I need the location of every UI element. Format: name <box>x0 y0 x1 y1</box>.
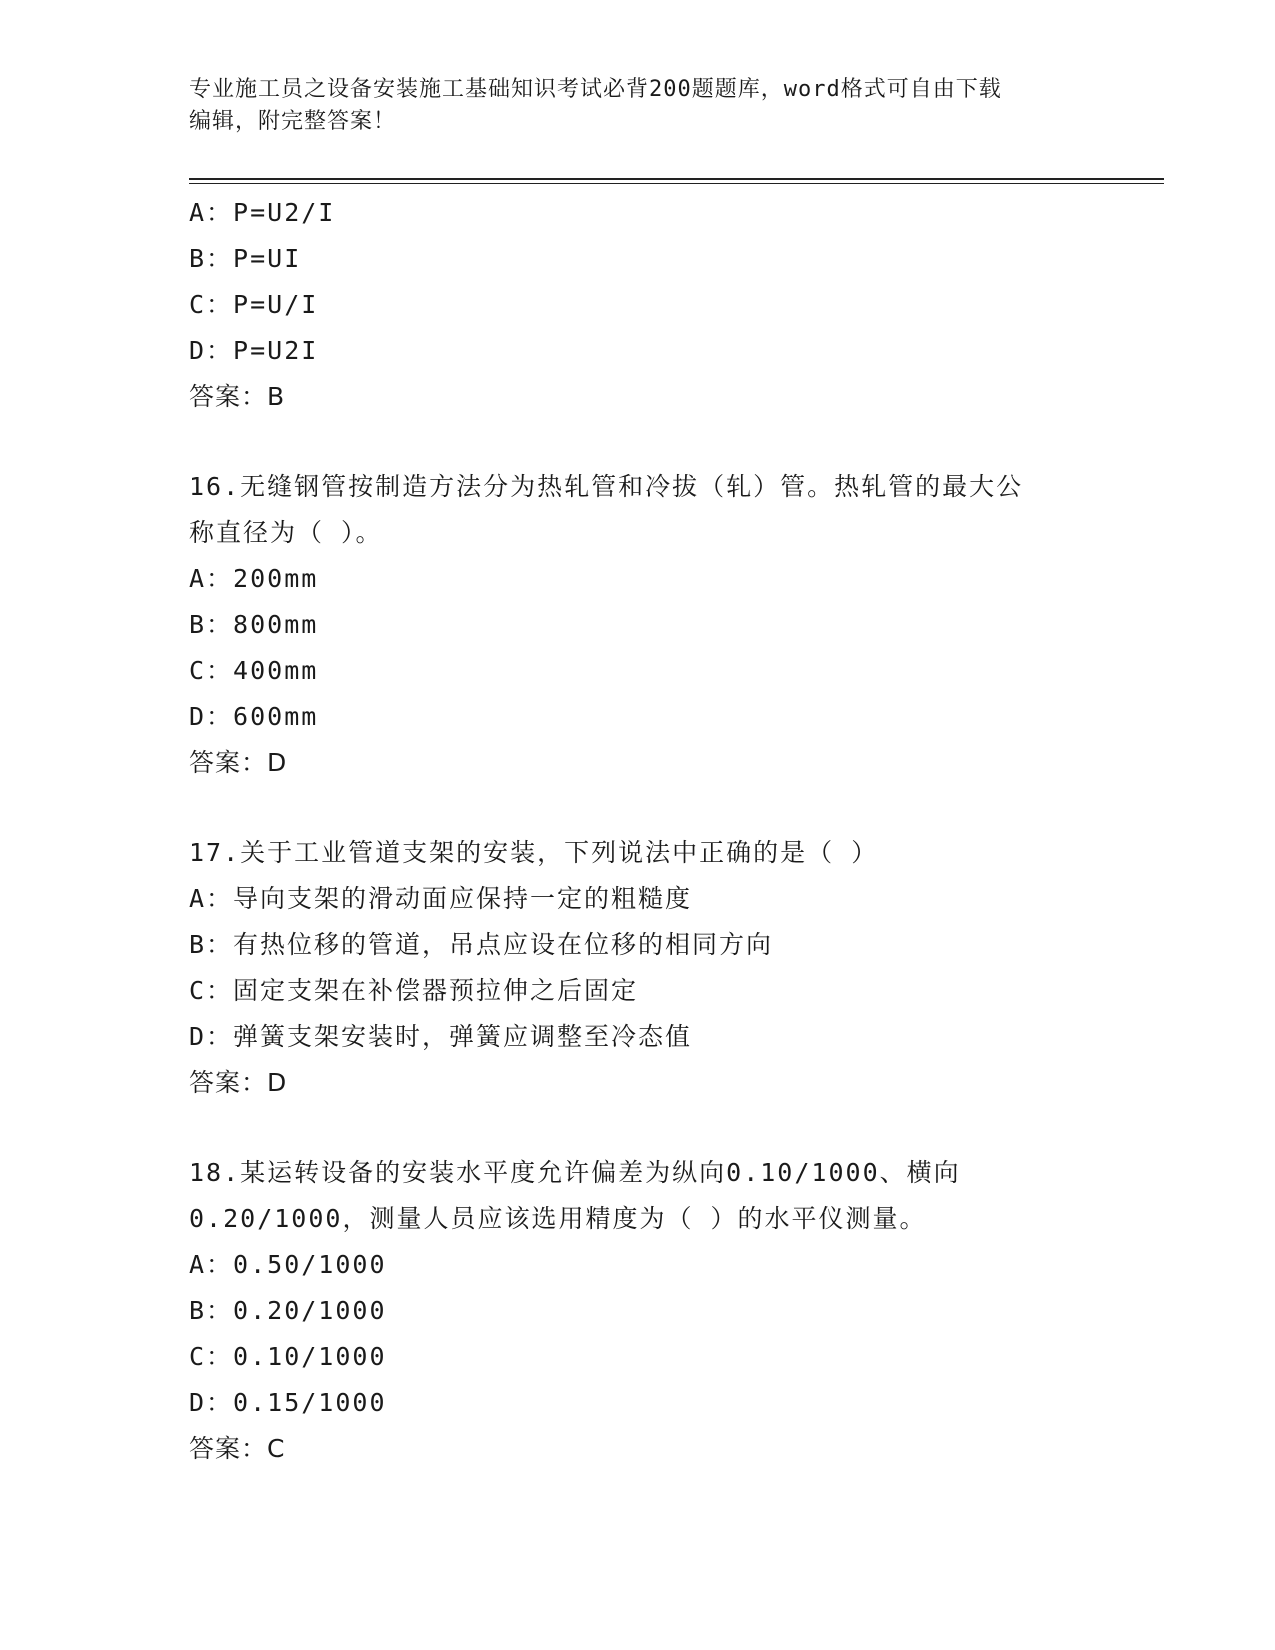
document-header <box>189 74 1089 138</box>
question-stem-line-2: 0.20/1000，测量人员应该选用精度为（ ）的水平仪测量。 <box>189 1204 927 1233</box>
question-list <box>189 190 1089 1472</box>
answer: 答案：B <box>189 382 286 411</box>
option-b: B：P=UI <box>189 244 302 273</box>
question-stem-line-1: 16.无缝钢管按制造方法分为热轧管和冷拔（轧）管。热轧管的最大公 <box>189 472 1024 501</box>
question-stem-line-1: 17.关于工业管道支架的安装，下列说法中正确的是（ ） <box>189 838 879 867</box>
option-b: B：800mm <box>189 610 319 639</box>
option-a: A：200mm <box>189 564 319 593</box>
answer: 答案：D <box>189 748 288 777</box>
question-stem-line-1: 18.某运转设备的安装水平度允许偏差为纵向0.10/1000、横向 <box>189 1158 961 1187</box>
option-d: D：弹簧支架安装时，弹簧应调整至冷态值 <box>189 1022 693 1051</box>
header-rule-thin <box>189 183 1164 184</box>
question-16 <box>189 464 1089 786</box>
option-a: A：0.50/1000 <box>189 1250 387 1279</box>
question-15 <box>189 190 1089 420</box>
option-c: C：0.10/1000 <box>189 1342 387 1371</box>
option-b: B：有热位移的管道，吊点应设在位移的相同方向 <box>189 930 774 959</box>
question-18 <box>189 1150 1089 1472</box>
option-a: A：P=U2/I <box>189 198 336 227</box>
option-c: C：400mm <box>189 656 319 685</box>
header-line-2: 编辑，附完整答案！ <box>189 109 397 134</box>
option-d: D：0.15/1000 <box>189 1388 387 1417</box>
option-d: D：P=U2I <box>189 336 319 365</box>
answer: 答案：D <box>189 1068 288 1097</box>
header-line-1: 专业施工员之设备安装施工基础知识考试必背200题题库，word格式可自由下载 <box>189 77 1002 102</box>
answer: 答案：C <box>189 1434 286 1463</box>
question-stem-line-2: 称直径为（ ）。 <box>189 518 383 547</box>
question-17 <box>189 830 1089 1106</box>
header-rule-thick <box>189 178 1164 180</box>
option-c: C：固定支架在补偿器预拉伸之后固定 <box>189 976 639 1005</box>
option-c: C：P=U/I <box>189 290 319 319</box>
option-b: B：0.20/1000 <box>189 1296 387 1325</box>
option-d: D：600mm <box>189 702 319 731</box>
option-a: A：导向支架的滑动面应保持一定的粗糙度 <box>189 884 693 913</box>
